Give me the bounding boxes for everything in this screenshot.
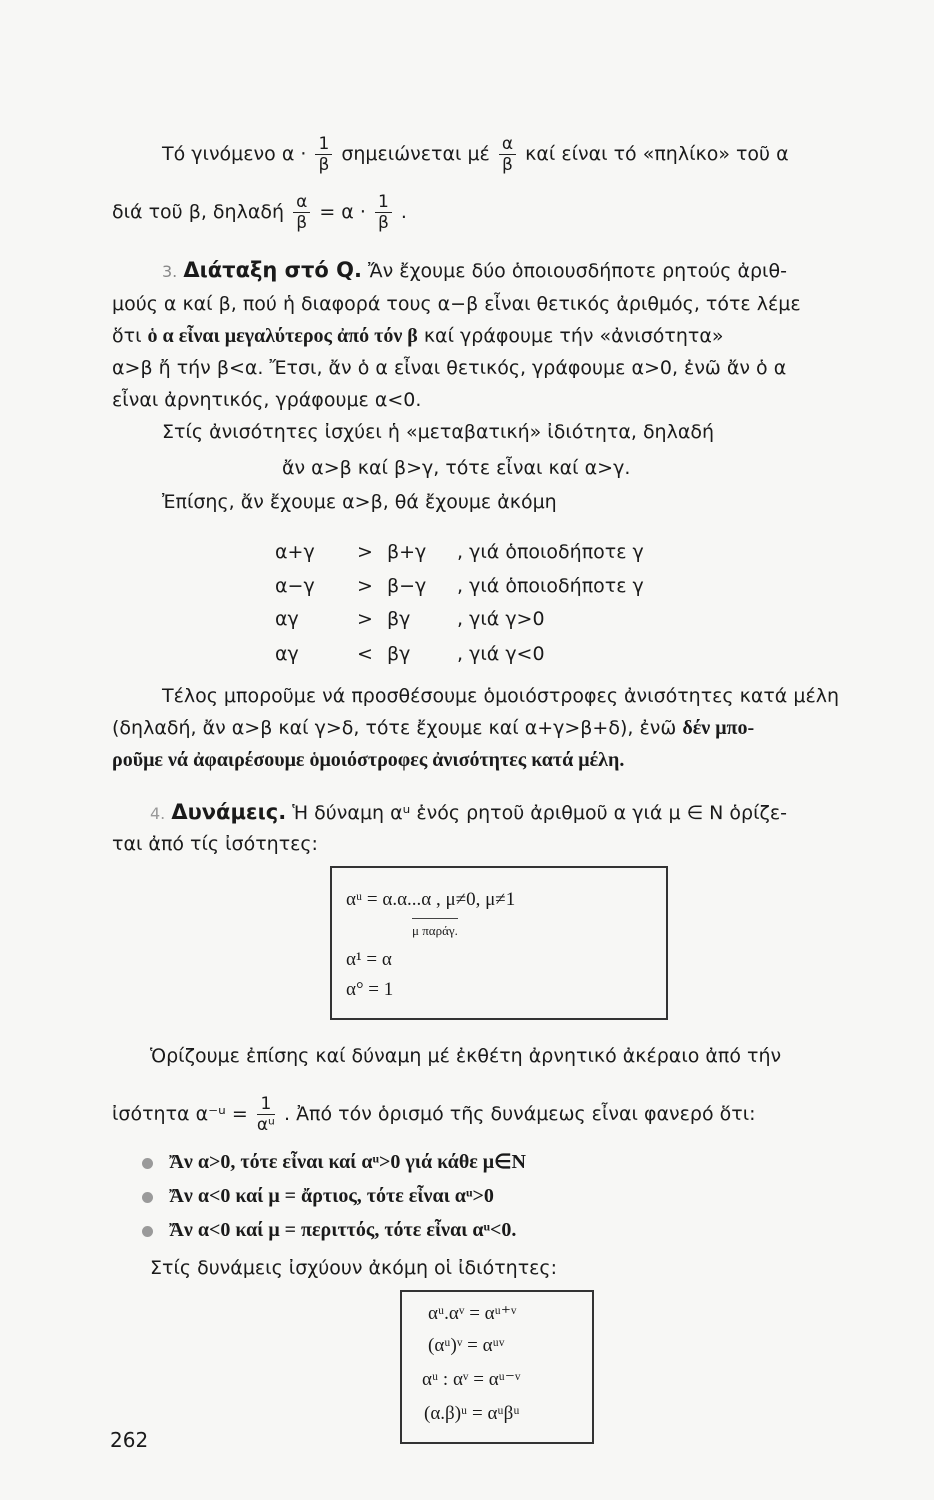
addition-line-2 <box>112 716 754 740</box>
lhs: α−γ <box>275 575 315 597</box>
bullet-text: Ἄν α<0 καί μ = ἄρτιος, τότε εἶναι αᵘ>0 <box>169 1185 494 1207</box>
property-row: αᵘ.αᵛ = αᵘ⁺ᵛ <box>428 1303 517 1324</box>
inequality-row <box>275 642 545 666</box>
numerator: 1 <box>375 192 392 213</box>
operator: > <box>357 541 373 563</box>
bullet-dot-icon <box>142 1226 153 1237</box>
bullet-text: Ἄν α>0, τότε εἶναι καί αᵘ>0 γιά κάθε μ∈Ν <box>169 1151 527 1173</box>
denominator: β <box>377 213 389 233</box>
rhs: β+γ <box>387 541 427 563</box>
quotient-line-2 <box>112 192 407 233</box>
denominator: β <box>296 213 308 233</box>
text: (δηλαδή, ἄν α>β καί γ>δ, τότε ἔχουμε καί α+γ>β+δ), ἐνῶ <box>112 717 677 739</box>
bullet-item <box>142 1150 526 1174</box>
rhs: β−γ <box>387 575 427 597</box>
text: διά τοῦ β, δηλαδή <box>112 201 285 223</box>
section-title: Διάταξη στό Q. <box>183 258 362 282</box>
lhs: αγ <box>275 608 299 630</box>
denominator: β <box>318 155 330 175</box>
numerator: 1 <box>257 1094 275 1115</box>
denominator: αᵘ <box>256 1115 275 1135</box>
section-3-line-1 <box>162 258 787 284</box>
addition-line-1: Τέλος μποροῦμε νά προσθέσουμε ὁμοιόστροφες ἀνισότητες κατά μέλη <box>162 685 839 707</box>
numerator: α <box>499 134 516 155</box>
text: ὅτι <box>112 325 142 347</box>
negative-exponent-line-2 <box>112 1094 756 1135</box>
operator: > <box>357 608 373 630</box>
section-title: Δυνάμεις. <box>171 800 287 824</box>
condition: , γιά ὁποιοδήποτε γ <box>457 541 644 563</box>
definition-row: α° = 1 <box>346 979 394 1000</box>
text: σημειώνεται μέ <box>341 143 490 165</box>
power-definition-box <box>330 866 668 1020</box>
numerator: 1 <box>315 134 332 155</box>
text: Ἡ δύναμη αᵘ ἑνός ρητοῦ ἀριθμοῦ α γιά μ ∈ Ν ὁρίζε- <box>286 802 787 824</box>
negative-exponent-line-1: Ὁρίζουμε ἐπίσης καί δύναμη μέ ἐκθέτη ἀρνητικό ἀκέραιο ἀπό τήν <box>150 1045 782 1067</box>
transitive-intro: Στίς ἀνισότητες ἰσχύει ἡ «μεταβατική» ἰδιότητα, δηλαδή <box>162 421 715 443</box>
fraction-alpha-over-beta <box>293 192 310 233</box>
operator: > <box>357 575 373 597</box>
fraction-alpha-over-beta <box>499 134 516 175</box>
denominator: β <box>502 155 513 175</box>
condition: , γιά γ<0 <box>457 643 545 665</box>
bullet-item <box>142 1184 494 1208</box>
condition: , γιά γ>0 <box>457 608 545 630</box>
text: ἰσότητα α⁻ᵘ = <box>112 1103 248 1125</box>
bullet-item <box>142 1218 516 1242</box>
text: καί είναι τό «πηλίκο» τοῦ α <box>525 143 789 165</box>
page-number: 262 <box>110 1428 149 1452</box>
quotient-line-1 <box>162 134 789 175</box>
inequality-row <box>275 574 644 598</box>
property-row: (αᵘ)ᵛ = αᵘᵛ <box>428 1335 505 1356</box>
bullet-dot-icon <box>142 1158 153 1169</box>
text: Τό γινόμενο α · <box>162 143 307 165</box>
fraction-1-over-alpha-mu <box>257 1094 275 1135</box>
bullet-text: Ἄν α<0 καί μ = περιττός, τότε εἶναι αᵘ<0. <box>169 1219 517 1241</box>
fraction-1-over-beta <box>375 192 392 233</box>
fraction-1-over-beta <box>315 134 332 175</box>
underbrace-label: μ παράγ. <box>412 918 458 943</box>
definition-row: αᵘ = α.α...α , μ≠0, μ≠1 <box>346 889 516 910</box>
bullet-dot-icon <box>142 1192 153 1203</box>
transitive-statement: ἄν α>β καί β>γ, τότε εἶναι καί α>γ. <box>282 457 631 479</box>
lhs: α+γ <box>275 541 315 563</box>
text: Ἄν ἔχουμε δύο ὁποιουσδήποτε ρητούς ἀριθ- <box>362 260 787 282</box>
bold-text: δέν μπο- <box>682 717 755 739</box>
definition-row: α¹ = α <box>346 949 392 970</box>
condition: , γιά ὁποιοδήποτε γ <box>457 575 644 597</box>
operator: < <box>357 643 373 665</box>
property-row: αᵘ : αᵛ = αᵘ⁻ᵛ <box>422 1369 521 1390</box>
numerator: α <box>293 192 310 213</box>
section-3-line-5: εἶναι ἀρνητικός, γράφουμε α<0. <box>112 389 422 411</box>
section-4-line-2: ται ἀπό τίς ἰσότητες: <box>112 833 318 855</box>
bold-text: ὁ α εἶναι μεγαλύτερος ἀπό τόν β <box>147 325 418 347</box>
power-properties-box <box>400 1290 594 1444</box>
rhs: βγ <box>387 608 411 630</box>
rhs: βγ <box>387 643 411 665</box>
also-line: Ἐπίσης, ἄν ἔχουμε α>β, θά ἔχουμε ἀκόμη <box>162 491 557 513</box>
section-number: 4. <box>150 804 166 823</box>
text: = α · <box>319 201 366 223</box>
section-3-line-4: α>β ἤ τήν β<α. Ἔτσι, ἄν ὁ α εἶναι θετικός, γράφουμε α>0, ἐνῶ ἄν ὁ α <box>112 357 787 379</box>
text: . <box>400 201 407 223</box>
properties-intro: Στίς δυνάμεις ἰσχύουν ἀκόμη οἱ ἰδιότητες: <box>150 1257 557 1279</box>
section-3-line-3 <box>112 324 723 348</box>
section-4-line-1 <box>150 800 787 826</box>
section-3-line-2: μούς α καί β, πού ἡ διαφορά τους α−β εἶναι θετικός ἀριθμός, τότε λέμε <box>112 293 801 315</box>
text: καί γράφουμε τήν «ἀνισότητα» <box>423 325 724 347</box>
inequality-row <box>275 607 545 631</box>
text: . Ἀπό τόν ὁρισμό τῆς δυνάμεως εἶναι φανερό ὅτι: <box>283 1103 756 1125</box>
section-number: 3. <box>162 262 178 281</box>
lhs: αγ <box>275 643 299 665</box>
inequality-row <box>275 540 644 564</box>
addition-line-3: ροῦμε νά ἀφαιρέσουμε ὁμοιόστροφες ἀνισότητες κατά μέλη. <box>112 749 625 771</box>
property-row: (α.β)ᵘ = αᵘβᵘ <box>424 1403 520 1424</box>
